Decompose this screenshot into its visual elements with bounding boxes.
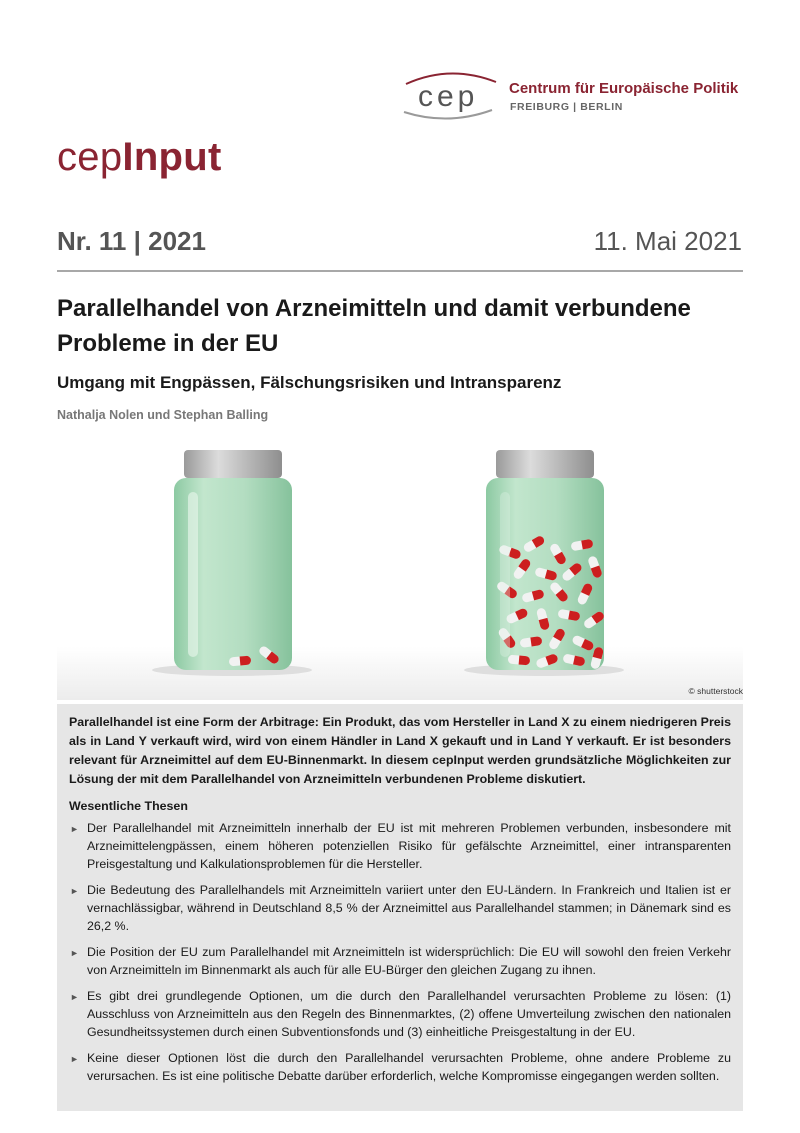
article-authors: Nathalja Nolen und Stephan Balling [57, 408, 269, 422]
series-prefix: cep [57, 135, 123, 179]
theses-heading: Wesentliche Thesen [69, 799, 188, 813]
triangle-bullet-icon: ► [70, 824, 79, 834]
logo-wordmark: cep [418, 80, 479, 113]
thesis-text: Die Bedeutung des Parallelhandels mit Arzneimitteln variiert unter den EU-Ländern. In Frankreich und Italien ist er vernachlässigbar, während in Deutschland 8,5 % der Arzneimittel aus Parallelhandel stammen; in Dänemark sind es 26,2 %. [87, 883, 731, 933]
issue-number: Nr. 11 | 2021 [57, 226, 206, 256]
series-name: Input [122, 135, 222, 179]
theses-list [69, 819, 731, 1085]
org-cities: FREIBURG | BERLIN [510, 101, 623, 113]
series-title [57, 133, 222, 181]
list-item [69, 987, 731, 1041]
thesis-text: Es gibt drei grundlegende Optionen, um die durch den Parallelhandel verursachten Probleme zu lösen: (1) Ausschluss von Arzneimitteln aus den Regeln des Binnenmarktes, (2) offene Umverteilung zwischen den nationalen Gesundheitssystemen durch einen Subventionsfonds und (3) einheitliche Preisgestaltung in der EU. [87, 989, 731, 1039]
org-name: Centrum für Europäische Politik [509, 80, 739, 97]
summary-box [57, 704, 743, 1111]
summary-intro: Parallelhandel ist eine Form der Arbitrage: Ein Produkt, das vom Hersteller in Land X zu einem niedrigeren Preis als in Land Y verkauft wird, wird von einem Händler in Land X gekauft und in Land Y verkauft. Er ist besonders relevant für Arzneimittel auf dem EU-Binnenmarkt. In diesem cepInput werden grundsätzliche Möglichkeiten zur Lösung der mit dem Parallelhandel von Arzneimitteln verbundenen Probleme diskutiert. [69, 715, 731, 786]
header-divider [57, 270, 743, 272]
article-subtitle: Umgang mit Engpässen, Fälschungsrisiken und Intransparenz [57, 373, 562, 392]
full-pill-bottle [486, 450, 606, 670]
triangle-bullet-icon: ► [70, 992, 79, 1002]
list-item [69, 881, 731, 935]
issue-date: 11. Mai 2021 [593, 226, 742, 256]
cep-logo-mark [402, 66, 502, 122]
thesis-text: Der Parallelhandel mit Arzneimitteln innerhalb der EU ist mit mehreren Problemen verbunden, insbesondere mit Arzneimittelengpässen, einem höheren potenziellen Risiko für gefälschte Arzneimittel, einer intransparenten Preisgestaltung und Kalkulationsproblemen für die Hersteller. [87, 821, 731, 871]
list-item [69, 943, 731, 979]
photo-credit: © shutterstock [688, 686, 743, 696]
thesis-text: Die Position der EU zum Parallelhandel mit Arzneimitteln ist widersprüchlich: Die EU will sowohl den freien Verkehr von Arzneimitteln im Binnenmarkt als auch für alle EU-Bürger den gleichen Zugang zu ihnen. [87, 945, 731, 977]
list-item [69, 819, 731, 873]
article-title: Parallelhandel von Arzneimitteln und damit verbundene Probleme in der EU [57, 295, 691, 357]
cep-logo[interactable] [402, 66, 742, 122]
triangle-bullet-icon: ► [70, 948, 79, 958]
triangle-bullet-icon: ► [70, 1054, 79, 1064]
empty-pill-bottle [174, 450, 292, 670]
thesis-text: Keine dieser Optionen löst die durch den Parallelhandel verursachten Probleme, ohne andere Probleme zu verursachen. Es ist eine politische Debatte darüber erforderlich, welche Kompromisse eingegangen werden sollten. [87, 1051, 731, 1083]
cover-photo [57, 432, 743, 700]
triangle-bullet-icon: ► [70, 886, 79, 896]
list-item [69, 1049, 731, 1085]
